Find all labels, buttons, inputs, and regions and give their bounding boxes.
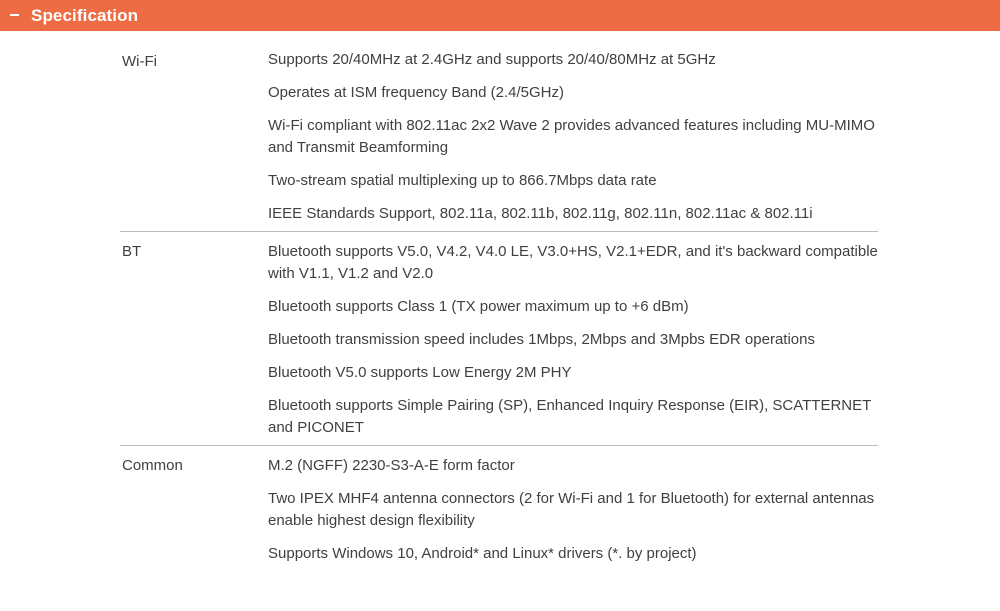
spec-category-label: Common <box>122 457 183 474</box>
spec-item: Bluetooth supports Class 1 (TX power maximum up to +6 dBm) <box>268 298 689 315</box>
spec-item: Bluetooth supports V5.0, V4.2, V4.0 LE, V3.0+HS, V2.1+EDR, and it's backward compatible with V1.1, V1.2 and V2.0 <box>268 243 878 282</box>
spec-item: Operates at ISM frequency Band (2.4/5GHz) <box>268 84 564 101</box>
spec-group-wifi <box>120 42 878 232</box>
spec-item: Bluetooth supports Simple Pairing (SP), Enhanced Inquiry Response (EIR), SCATTERNET and PICONET <box>268 397 872 436</box>
spec-group-common <box>120 446 878 571</box>
spec-item-list <box>268 232 878 443</box>
spec-table <box>120 42 878 571</box>
spec-item: Two IPEX MHF4 antenna connectors (2 for Wi-Fi and 1 for Bluetooth) for external antennas enable highest design flexibility <box>268 490 875 529</box>
spec-category-label: BT <box>122 243 142 260</box>
spec-item: Supports Windows 10, Android* and Linux* drivers (*. by project) <box>268 545 697 562</box>
spec-category-label: Wi-Fi <box>122 53 157 70</box>
spec-item: M.2 (NGFF) 2230-S3-A-E form factor <box>268 457 515 474</box>
section-title: Specification <box>31 5 139 25</box>
spec-item-list <box>268 446 878 569</box>
spec-item: Wi-Fi compliant with 802.11ac 2x2 Wave 2 provides advanced features including MU-MIMO and Transmit Beamforming <box>268 117 875 156</box>
minus-icon[interactable] <box>8 0 22 31</box>
spec-item: Bluetooth V5.0 supports Low Energy 2M PHY <box>268 364 572 381</box>
spec-item: IEEE Standards Support, 802.11a, 802.11b, 802.11g, 802.11n, 802.11ac & 802.11i <box>268 205 813 222</box>
spec-item: Bluetooth transmission speed includes 1Mbps, 2Mbps and 3Mpbs EDR operations <box>268 331 815 348</box>
spec-item: Supports 20/40MHz at 2.4GHz and supports 20/40/80MHz at 5GHz <box>268 51 716 68</box>
spec-group-bt <box>120 232 878 446</box>
spec-item-list <box>268 42 878 229</box>
specification-section-header[interactable] <box>0 0 1000 31</box>
spec-item: Two-stream spatial multiplexing up to 866.7Mbps data rate <box>268 172 657 189</box>
